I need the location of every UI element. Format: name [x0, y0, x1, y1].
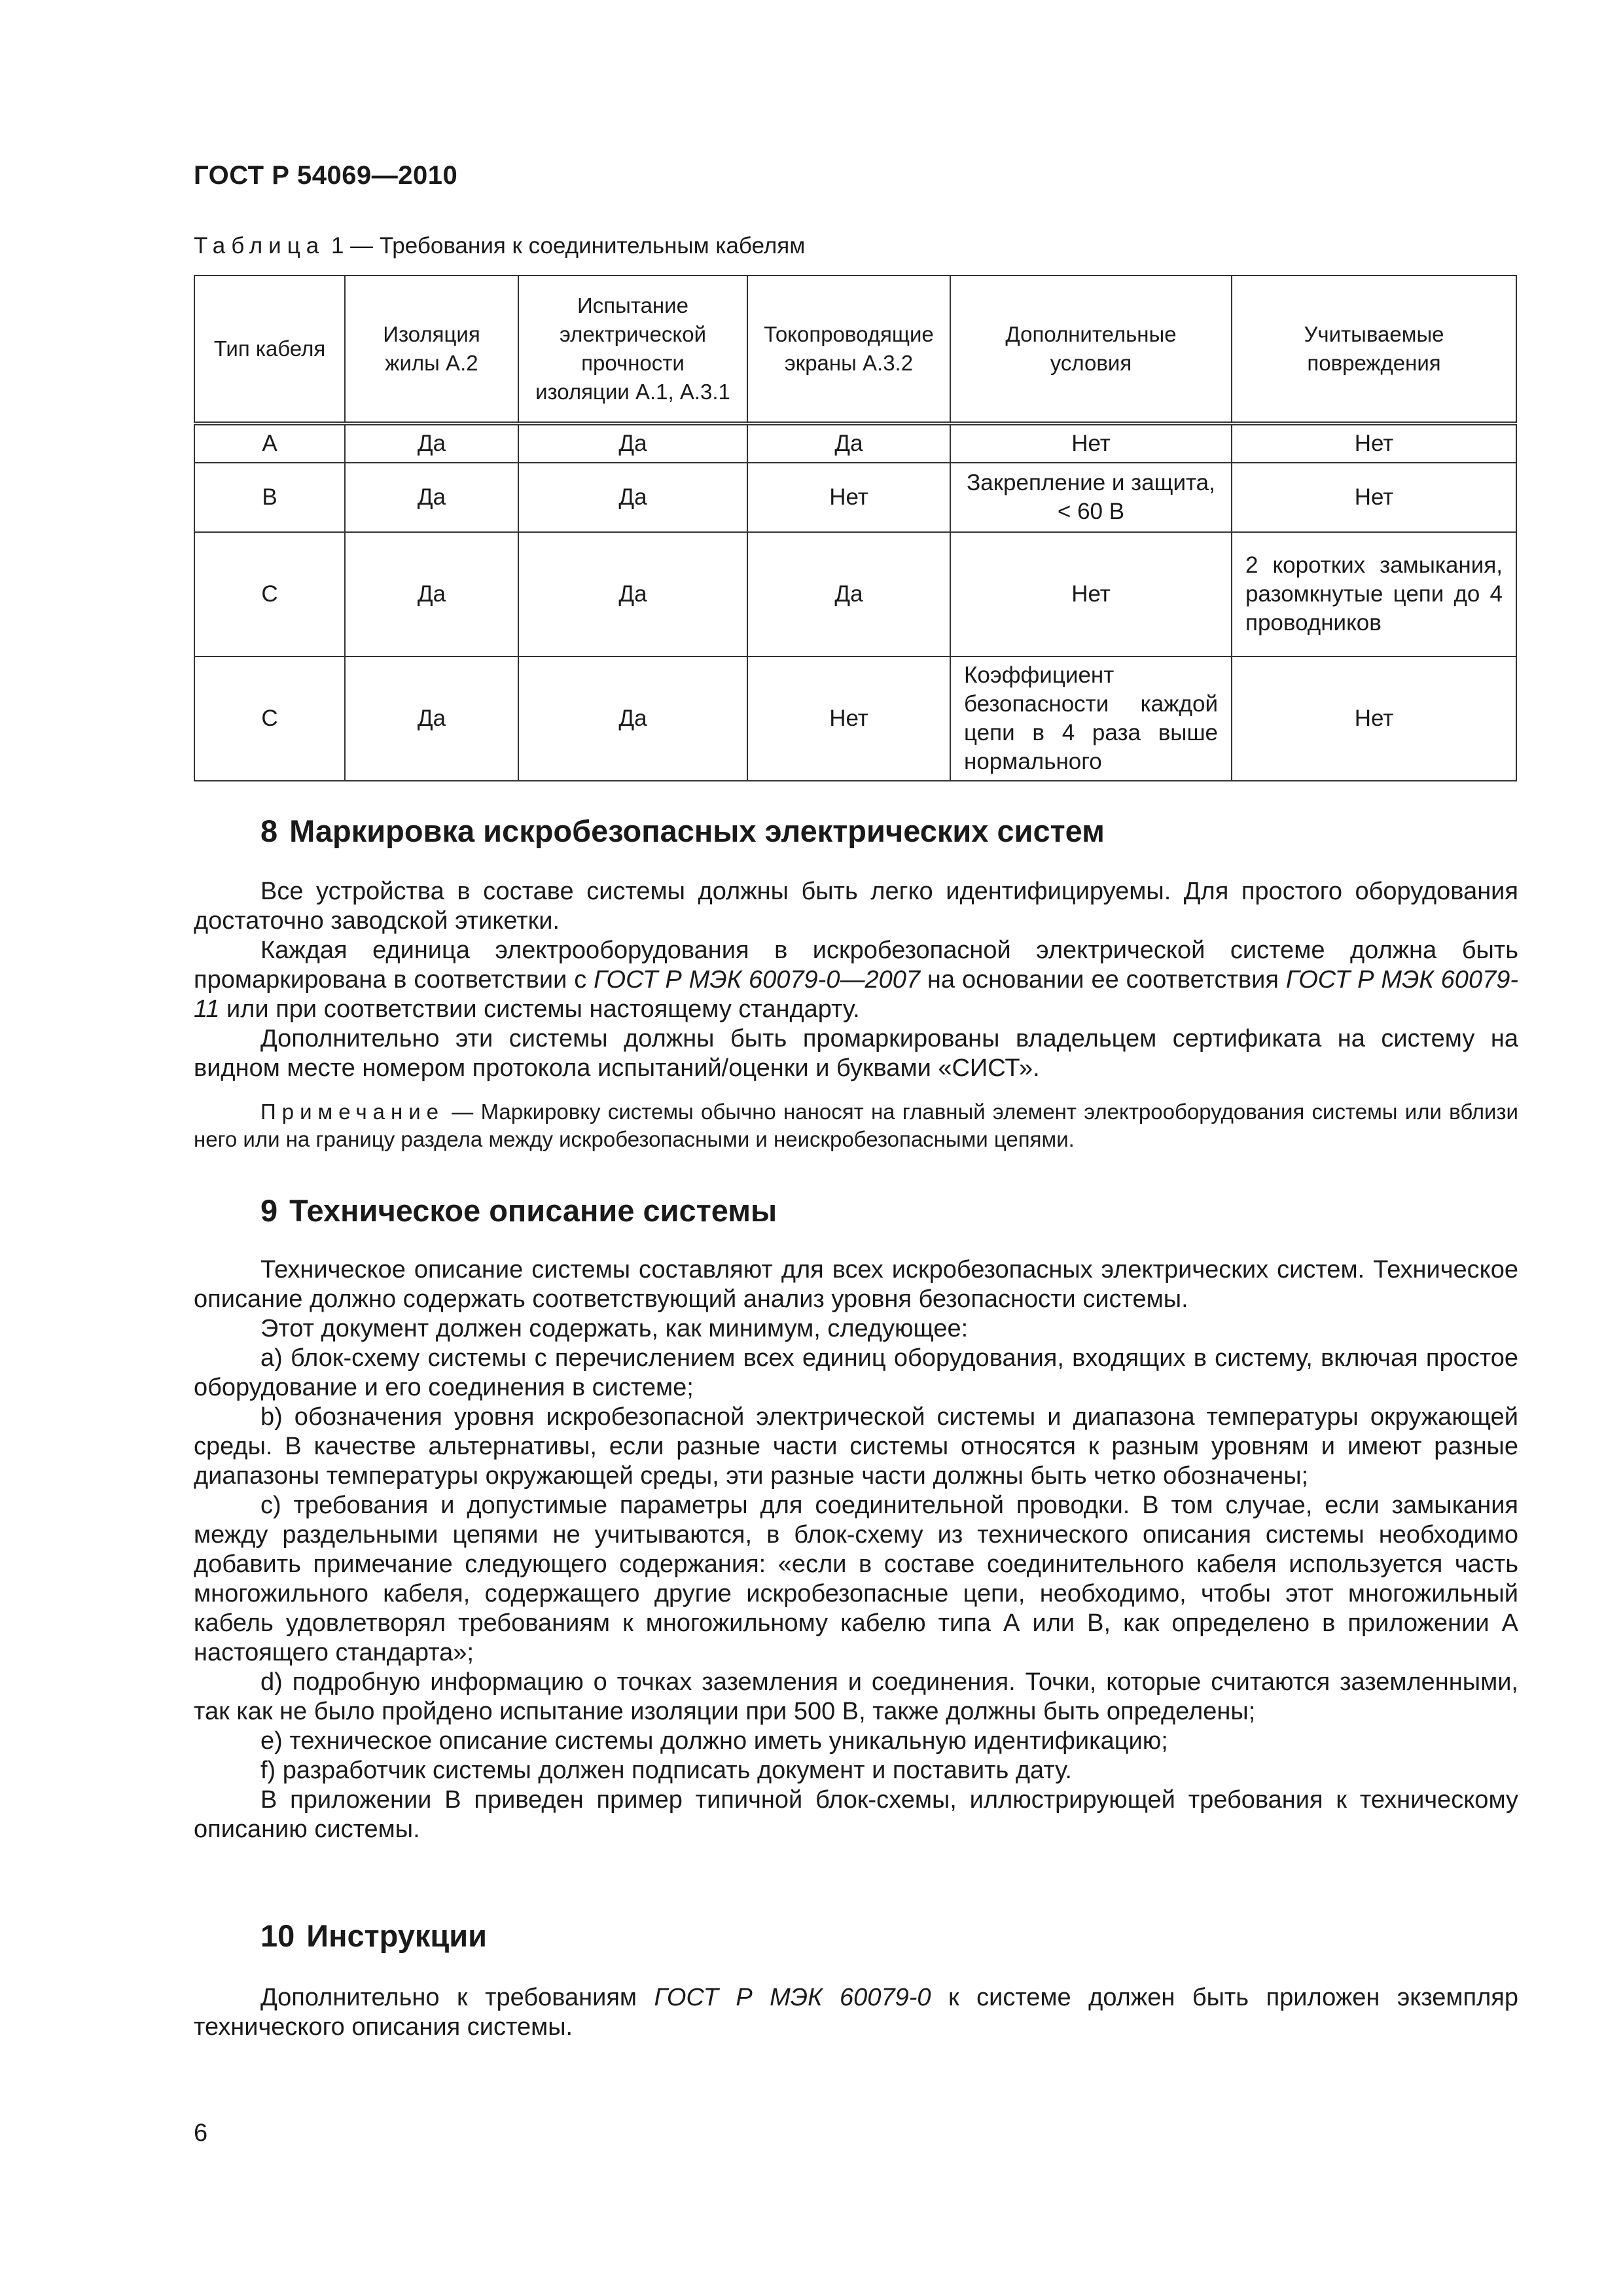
col-header-extra-conditions: Дополнительные условия — [950, 276, 1232, 423]
col-header-screens: Токопроводящие экраны А.3.2 — [747, 276, 950, 423]
table-cell: Да — [345, 532, 518, 656]
paragraph: Дополнительно эти системы должны быть промаркированы владельцем сертификата на систему на видном месте номером протокола испытаний/оценки и буквами «СИСТ». — [194, 1025, 1518, 1082]
table-cell: 2 коротких замыкания, разомкнутые цепи до 4 проводников — [1232, 532, 1516, 656]
table-cell: Да — [518, 423, 747, 463]
list-item: d) подробную информацию о точках заземления и соединения. Точки, которые считаются заземленными, так как не было пройдено испытание изоляции при 500 В, также должны быть определены; — [194, 1668, 1518, 1725]
table-cell: Закрепление и защита, < 60 В — [950, 463, 1232, 532]
list-item: e) техническое описание системы должно иметь уникальную идентификацию; — [260, 1727, 1168, 1755]
table-cell: Да — [345, 656, 518, 781]
table-row — [194, 463, 1516, 532]
page-number: 6 — [194, 2119, 208, 2147]
standard-ref: ГОСТ Р МЭК 60079-0—2007 — [594, 966, 920, 994]
table-cell: B — [194, 463, 345, 532]
col-header-faults: Учитываемые повреждения — [1232, 276, 1516, 423]
section-9-heading — [260, 1191, 1516, 1230]
table-caption — [194, 233, 805, 259]
list-item: a) блок-схему системы с перечислением всех единиц оборудования, входящих в систему, включая простое оборудование и его соединения в системе; — [194, 1344, 1518, 1401]
col-header-dielectric-test: Испытание электрической прочности изоляции А.1, А.3.1 — [518, 276, 747, 423]
standard-ref: ГОСТ Р МЭК 60079-0 — [654, 1984, 931, 2011]
note-text: — Маркировку системы обычно наносят на главный элемент электрооборудования системы или вблизи него или на границу раздела между искробезопасными и неискробезопасными цепями. — [194, 1100, 1518, 1151]
table-cell: Да — [345, 463, 518, 532]
table-cell: C — [194, 656, 345, 781]
table-cell: Да — [518, 656, 747, 781]
table-cell: Да — [518, 463, 747, 532]
doc-header: ГОСТ Р 54069—2010 — [194, 161, 458, 190]
section-8-title: 8 Маркировка искробезопасных электрических систем — [260, 814, 1105, 848]
table-cell: Нет — [747, 463, 950, 532]
table-cell: Нет — [1232, 656, 1516, 781]
section-8-body — [194, 877, 1518, 1083]
table-row — [194, 532, 1516, 656]
section-9-title: 9 Техническое описание системы — [260, 1193, 777, 1228]
table-caption-text: 1 — Требования к соединительным кабелям — [325, 233, 806, 259]
table-cell: A — [194, 423, 345, 463]
list-item: c) требования и допустимые параметры для соединительной проводки. В том случае, если замыкания между раздельными цепями не учитываются, в блок-схему из технического описания системы необходимо добавить примечание следующего содержания: «если в составе соединительного кабеля используется часть многожильного кабеля, содержащего другие искробезопасные цепи, необходимо, чтобы этот многожильный кабель удовлетворял требованиям к многожильному кабелю типа А или В, как определено в приложении А настоящего стандарта»; — [194, 1492, 1518, 1666]
table-cell: Да — [345, 423, 518, 463]
col-header-core-insulation: Изоляция жилы А.2 — [345, 276, 518, 423]
paragraph: Все устройства в составе системы должны быть легко идентифицируемы. Для простого оборудования достаточно заводской этикетки. — [194, 878, 1518, 935]
table-header-row — [194, 276, 1516, 423]
table-cell: Да — [747, 532, 950, 656]
list-item: f) разработчик системы должен подписать документ и поставить дату. — [260, 1757, 1072, 1784]
list-item: b) обозначения уровня искробезопасной электрической системы и диапазона температуры окружающей среды. В качестве альтернативы, если разные части системы относятся к разным уровням и имеют разные диапазоны температуры окружающей среды, эти разные части должны быть четко обозначены; — [194, 1403, 1518, 1490]
table-cell: Да — [518, 532, 747, 656]
section-10-body — [194, 1983, 1518, 2042]
table-cell: Коэффициент безопасности каждой цепи в 4 раза выше нормального — [950, 656, 1232, 781]
table-cell: Нет — [1232, 463, 1516, 532]
table-cell: C — [194, 532, 345, 656]
col-header-cable-type: Тип кабеля — [194, 276, 345, 423]
section-10-title: 10 Инструкции — [260, 1918, 488, 1953]
section-10-heading — [260, 1916, 1516, 1956]
section-9-body — [194, 1255, 1518, 1844]
table-caption-prefix: Таблица — [194, 233, 325, 259]
table-row — [194, 656, 1516, 781]
section-8-heading — [260, 812, 1516, 851]
section-8-note — [194, 1098, 1518, 1153]
table-row — [194, 423, 1516, 463]
paragraph: Каждая единица электрооборудования в искробезопасной электрической системе должна быть промаркирована в соответствии с ГОСТ Р МЭК 60079-0—2007 на основании ее соответствия ГОСТ Р МЭК 60079-11 или при соответствии системы настоящему стандарту. — [194, 937, 1518, 1023]
table-cell: Да — [747, 423, 950, 463]
table-cell: Нет — [747, 656, 950, 781]
table-cell: Нет — [950, 532, 1232, 656]
standard-ref: ГОСТ Р МЭК 60079-11 — [194, 966, 1518, 1023]
table-cell: Нет — [1232, 423, 1516, 463]
paragraph: Дополнительно к требованиям ГОСТ Р МЭК 60079-0 к системе должен быть приложен экземпляр технического описания системы. — [194, 1984, 1518, 2041]
paragraph: В приложении В приведен пример типичной блок-схемы, иллюстрирующей требования к техническому описанию системы. — [194, 1786, 1518, 1843]
table-cell: Нет — [950, 423, 1232, 463]
paragraph: Техническое описание системы составляют для всех искробезопасных электрических систем. Техническое описание должно содержать соответствующий анализ уровня безопасности системы. — [194, 1256, 1518, 1313]
note-label: Примечание — [260, 1100, 445, 1124]
paragraph: Этот документ должен содержать, как минимум, следующее: — [260, 1315, 969, 1342]
cable-requirements-table — [194, 275, 1517, 781]
